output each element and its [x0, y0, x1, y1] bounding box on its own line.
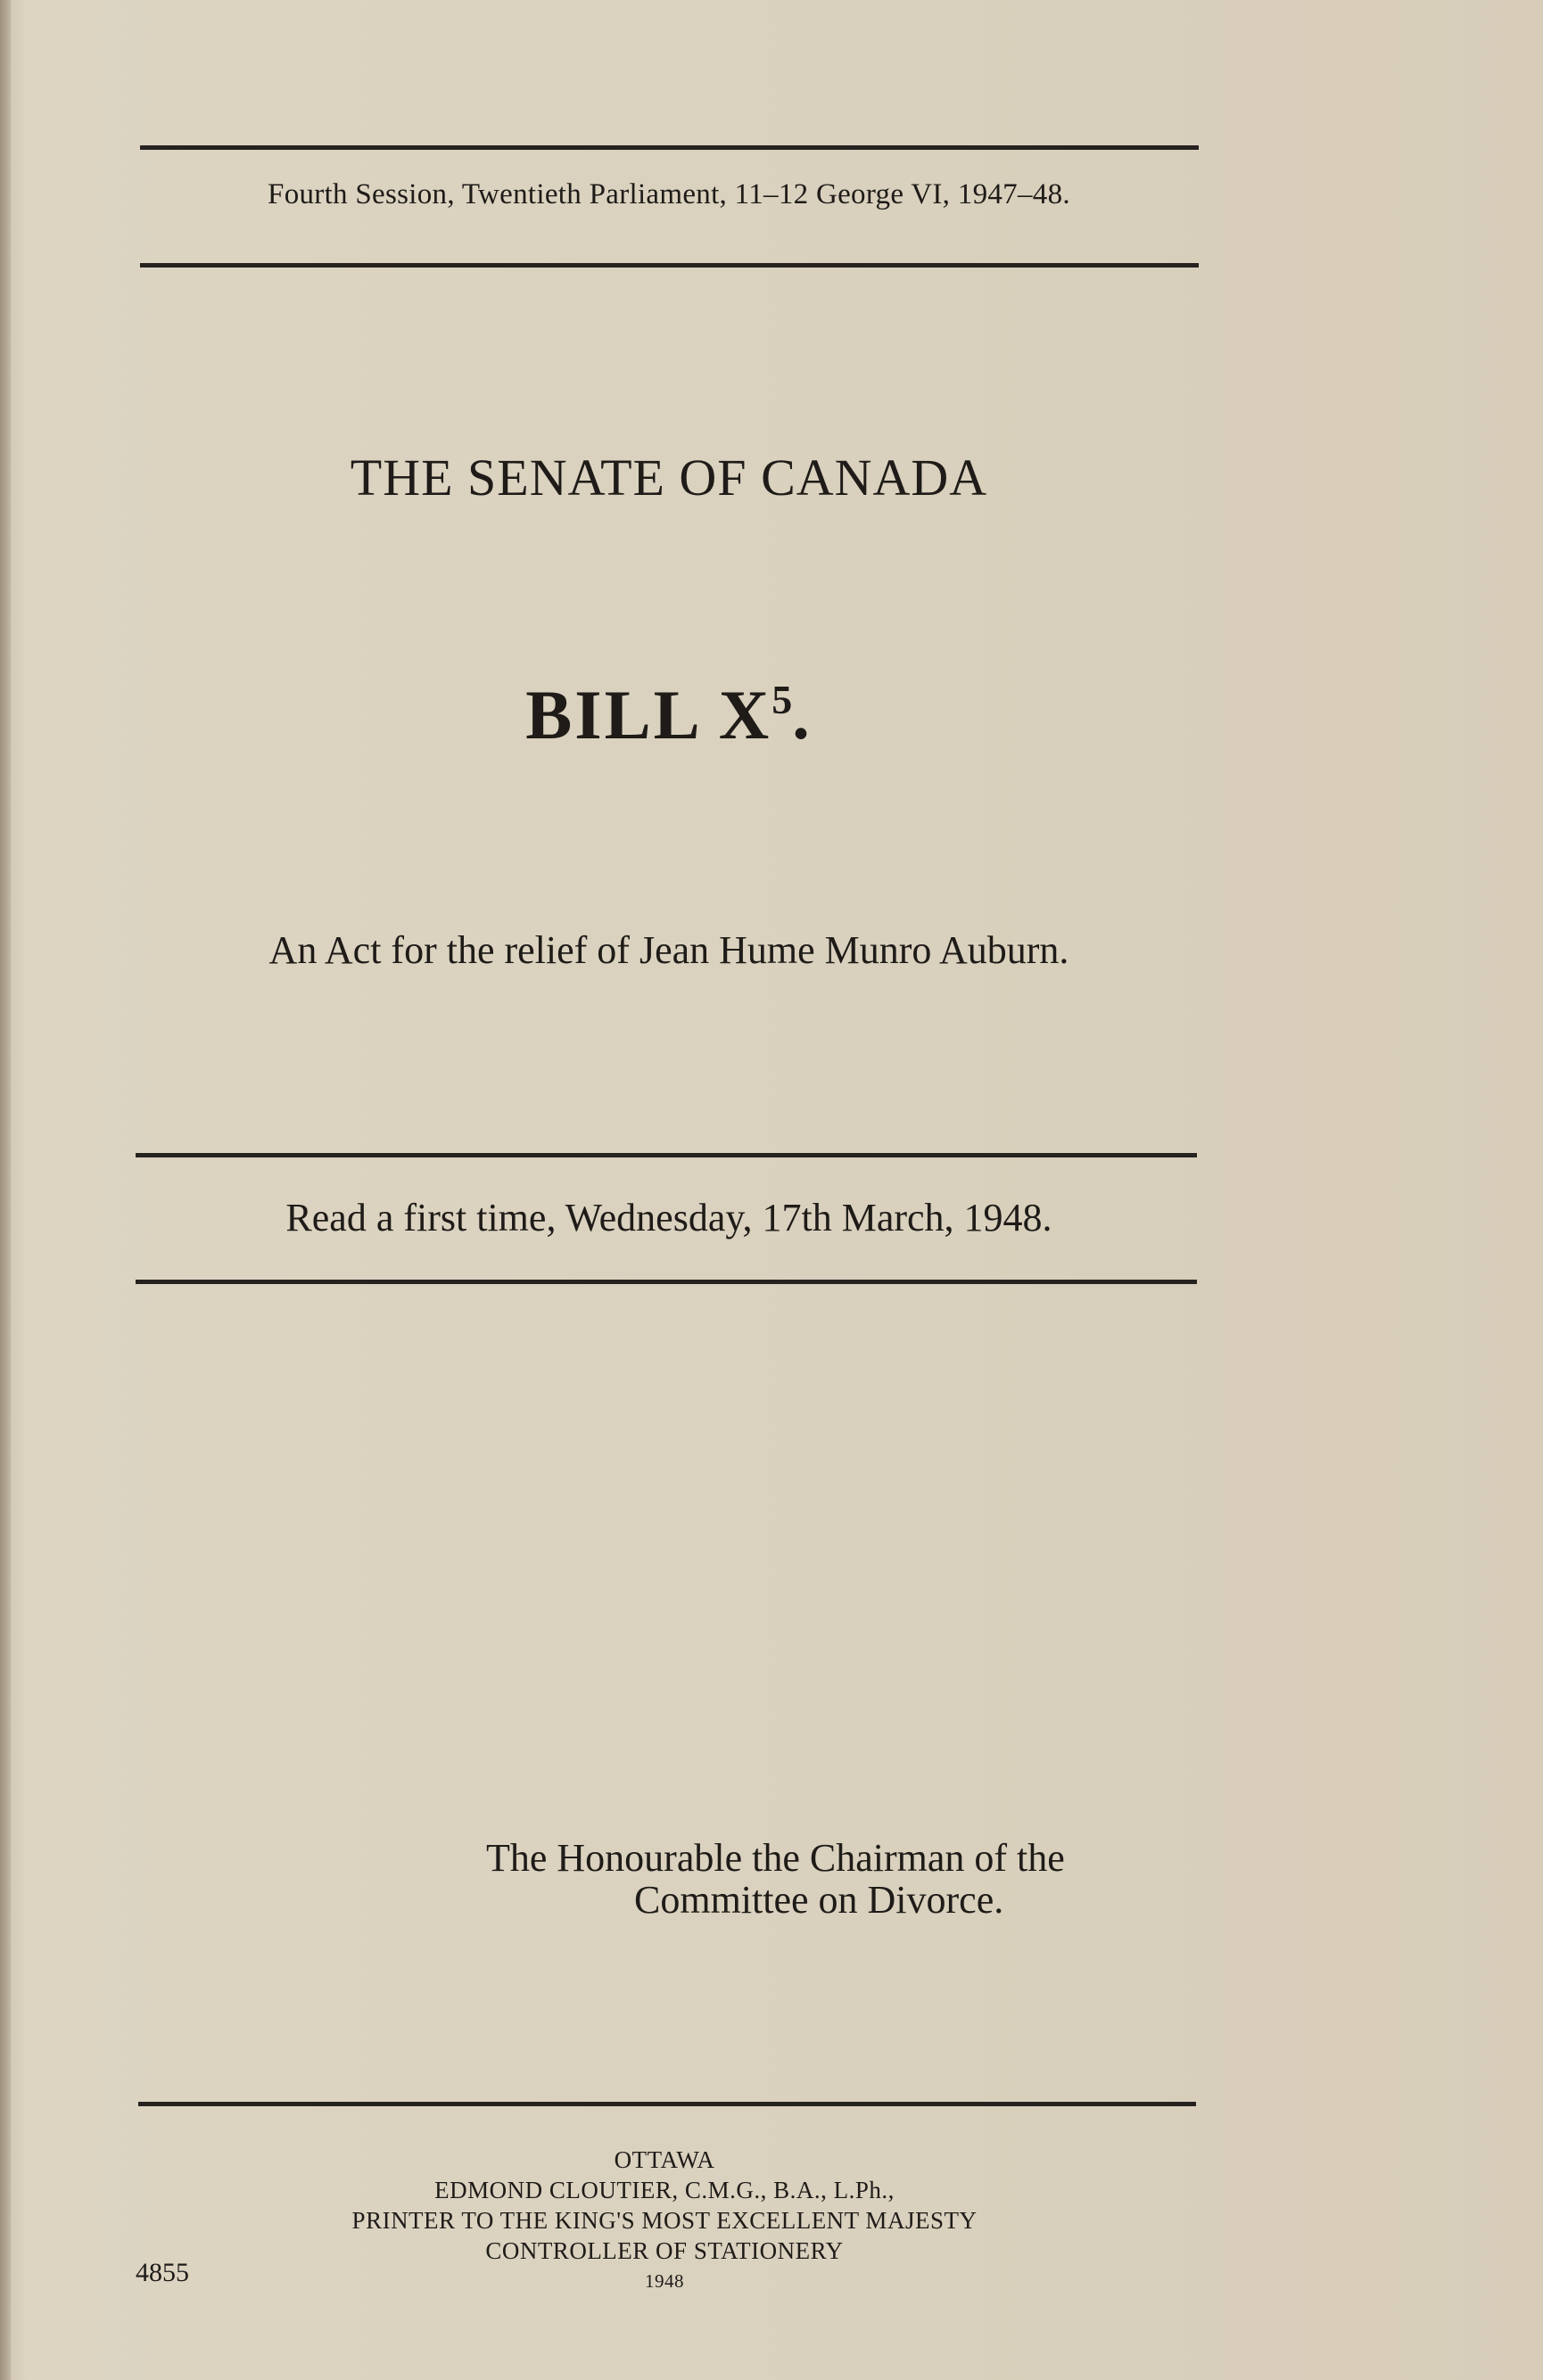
- page-binding-edge: [0, 0, 11, 2380]
- bill-number: [0, 675, 1338, 755]
- bill-superscript: 5: [772, 677, 793, 722]
- imprint-title: PRINTER TO THE KING'S MOST EXCELLENT MAJESTY: [351, 2207, 978, 2234]
- imprint-year: 1948: [645, 2270, 684, 2292]
- bill-label: BILL X: [525, 676, 772, 754]
- imprint-city: OTTAWA: [614, 2146, 715, 2173]
- imprint-rule: [138, 2102, 1196, 2106]
- imprint-printer: EDMOND CLOUTIER, C.M.G., B.A., L.Ph.,: [434, 2177, 895, 2203]
- print-number: 4855: [136, 2258, 189, 2287]
- reading-rule-top: [136, 1153, 1197, 1157]
- top-rule: [140, 145, 1199, 150]
- imprint-block: [0, 2145, 1329, 2296]
- sponsor-block: [486, 1837, 1065, 1921]
- sponsor-line-1: The Honourable the Chairman of the: [486, 1836, 1065, 1880]
- session-line: Fourth Session, Twentieth Parliament, 11–12 George VI, 1947–48.: [268, 178, 1070, 210]
- session-rule: [140, 263, 1199, 268]
- act-title: An Act for the relief of Jean Hume Munro Auburn.: [268, 928, 1069, 972]
- senate-heading: THE SENATE OF CANADA: [350, 449, 988, 506]
- bill-suffix: .: [792, 676, 813, 754]
- sponsor-line-2: Committee on Divorce.: [634, 1878, 1004, 1922]
- reading-line: Read a first time, Wednesday, 17th March, 1948.: [285, 1196, 1052, 1239]
- imprint-controller: CONTROLLER OF STATIONERY: [485, 2237, 844, 2264]
- reading-rule-bottom: [136, 1280, 1197, 1284]
